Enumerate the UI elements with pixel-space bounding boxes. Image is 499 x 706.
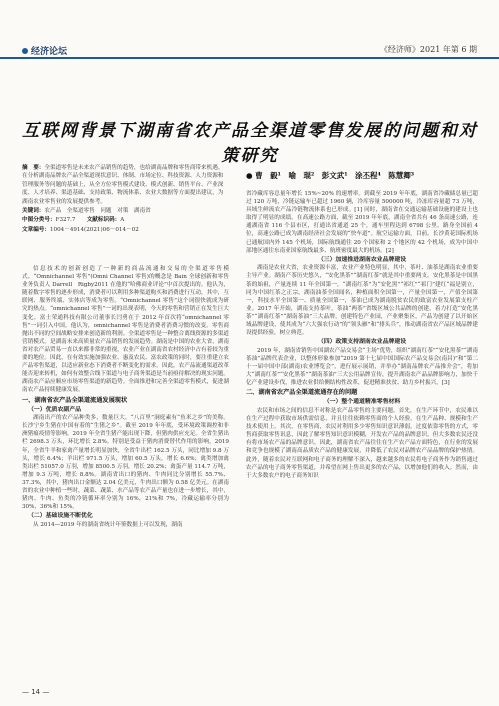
- paragraph: 2019 年，湖南省销售中国湖农产品交易会“主场”优势，组织“湖南红茶”“安化黑茶”“湖南茶油”品牌代表企业，以整体形象参加“2019 第十七届中国国际农产品交易会(南昌)”和“第二十一届中国中部(湖南)农业博览会”，进行展示展销，并举办“湖南品牌农产品推介会”，将加大“湖南红茶”“安化黑茶”“湖南茶油”三大公用品牌宣传，提升湖南农产品品牌影响力，加快千亿产业建设步伐，推进农业供给侧结构性改革，促进精准扶贫、助力乡村振兴。[3]: [246, 347, 478, 387]
- subsection-heading: （二）基础设施不断优化: [28, 512, 93, 520]
- page-number: — 14 —: [22, 688, 50, 696]
- page-header: [0, 0, 499, 58]
- paragraph: 从 2014—2019 年的湖南省统计年鉴数据上可以发现，湖南: [33, 521, 183, 528]
- right-column: [246, 190, 478, 480]
- subsection-heading: （一）整个通道精准零售材料: [323, 398, 401, 406]
- abstract: [22, 164, 228, 235]
- left-column: [22, 265, 229, 530]
- section-label: 经济论坛: [31, 47, 68, 57]
- subsection-heading: （三）加速推进湖南农业品牌建设: [317, 255, 407, 263]
- subsection-heading: （四）政策支持湖南农业品牌建设: [317, 338, 407, 346]
- section-heading: 一、湖南省农产品全渠道流通发展现状: [22, 396, 128, 404]
- journal-name: 《经济师》2021 年第 6 期: [379, 45, 477, 54]
- abstract-meta: 中图分类号：F327.7 文献标识码：A: [22, 217, 125, 224]
- section-dot-icon: [22, 48, 28, 54]
- paragraph: 湖南出产的农产品种类多，数量巨大。“八百里”洞庭素有“鱼米之乡”的美称。长沙宁乡生猪在中国有着的“生猪之乡”。截至 2019 年年底，受环境政策调控和非洲猪瘟疫情等影响，2019 年全省生猪产能出现下降，但猪肉供应充足。全省生猪出栏 2698.3 万头，环比增长 2.8%。特别是受益于猪肉消费替代作用的影响，2019 年，全省牛羊和家禽产量增长明显加快，全省牛出栏 162.5 万头，同比增加 9.8 万头，增长 6.4%；羊出栏 971.5 万头，增加 60.5 万头，增长 6.6%；禽类增加禽类出栏 51057.0 万羽，增加 8500.5 万羽，增长 20.2%；禽蛋产量 114.7 万吨，增加 9.3 万吨，增长 8.8%。湖南省出口的猪肉、牛肉同比分别增长 55.7%、37.3%，其中，猪肉出口金额达 2.04 亿美元，牛肉出口额为 0.58 亿美元。在湖南省的农业中种植一些时，蔬菜、蔬菜、水产品等农产品产量也在进一步增长，其中，猪肉、牛肉、鱼类的冷链循环率分别为 16%，21%和 7%，冷藏运输率分别为 30%，36%和 15%。: [22, 415, 229, 511]
- paragraph: 农民和市场之间的信息不对称是农产品零售的主要问题。首先，在生产环节中，农民难以在生产过程中获取市场供需信息，并且往往依赖零售商的个人经验，在生产品种、规模和生产技术使用上。其次，在零售商，农民对利用多少零售知识意识薄弱，过度依靠零售的方式，零售商获取零售讯息，因此了解零售知识意识模糊，开发农产品的品牌意识，但大多数农民还没有将市场农产品的品牌意识。因此，湖南省农产品往往在生产农产品方面特色，在行业的发展和竞争也规模了湖南高品质农产品的健康发展，并降低了农民对品牌农产品品牌的保护热情。此外，随着农民对互联网和电子商务的理解不深入，越来越多的农民将电子商务作为销售通过农产品的电子商务零售渠道，并希望在网上售出更多的农产品，以增加他们的收入。然而，由于大多数农户的电子商务知识: [246, 407, 478, 479]
- article-title: 互联网背景下湖南省农产品全渠道零售发展的问题和对策研究: [22, 121, 478, 166]
- abstract-summary: 摘 要：全渠道零售是未来农产品销售的趋势，也给湖南品牌和零售商带来机遇。在分析湖南品牌农产品全渠道现状意识、体制、市场定位、科技资源、人力资源和管理服务等问题的基础上，从全方位零售模式建设、模式创新、销售平台、产业深度、人才培养、渠道基础、支持政策、物流体系、农业大数据等方面提出建议，为湖南农业零售业的发展提供参考。: [22, 165, 224, 205]
- section-tag: [22, 44, 67, 57]
- header-rule: [0, 57, 499, 59]
- section-heading: 二、湖南省农产品全渠道流通存在的问题: [246, 389, 358, 397]
- paragraph: 省冷藏库容总量年增长 15%~20% 的速增率。到截至 2019 年年底，湖南省冷藏储总量已超过 120 万吨，冷链运输车已超过 1960 辆，冷库容量 500000 吨，冷冻库容量超 73 万吨，具域生鲜流农产品冷链物流体系也已形成。[1] 同时，湖南省在交通运输基础设施的建设上也取得了明显的成绩。在高速公路方面，截至 2019 年年底，湖南全省共有 46 条高速公路，连通湖南省 116 个县市区，打通出省通道 25 个，通车里程达到 6798 公里。路身全国前 4 位，高速公路已成为湖南经济社会发展的“快车道”。航空运输方面，目前，长沙黄花国际机场已通航国内外 145 个机场，国际航线通往 20 个国家和 2 个地区的 42 个机场，成为中国中部地区通往东南亚国家航线最多、航班密度最大的机场。[2]: [246, 191, 478, 254]
- article-authors: ● 曹 毅¹ 喻 琨² 彭文武¹ 涂丕程⁴ 陈慧卿³: [246, 171, 415, 180]
- abstract-keywords: 关键词：农产品 全渠道零售 问题 对策 湖南省: [22, 208, 151, 215]
- paragraph: 湖南是农业大省，农业资源丰富，农业产业特色明显，其中，茶叶、油茶是湖南农业重要主导产业。湖南产茶历史悠久，“安化黑茶”“湖南红茶”就是其中重要两支。安化黑茶是中国黑茶的始祖，产量连续 11 年全国第一，“湖南红茶”为“安化黑”“祁红”“祁门”建红“福是别立，同为中国红茶之正宗。湖南油茶全国闻名，种植面积全国第一，产量全国第一，产值全国第一，科技水平全国第一、质量全国第一，茶油已成为湖南脱贫农民的致富农业发展第支柱产业。2017 年开始，湖南支持茶叶，茶油“两茶”省级区域公共品牌的创建，着力打造“安化黑茶”“湖南红茶”“湖南茶油”三大品牌，创建特色产业园，产业聚集区，产品为创建了以开始区域品牌建设，使其成为“六大强农行动”的“领头雁”和“排头兵”，推动湖南省农产品区域品牌建设提供经验，树立典范。: [246, 265, 478, 337]
- paragraph: 信息技术的创新创造了一种新的商品流通和交易的全渠道零售模式。“Omnichannel 零售”(Omni Channel 零售)的概念是 Bain 全球创新和零售业务负责人 Darrell Rigby2011 在他的“哈佛商业评论”中首次提出的。他认为，随着数字零售的逐步形成，消费者可以利用多种渠道购买和消费进行互动，其中，互联网、服务终端、实体店等成为零售。“Omnichannel 零售”这个词很快就成为研究的热点。“omnichannel 零售”一词的出现表明，今天的零售和营销正在发生巨大变化。富士荣通科技有限公司董事长闫勇在于 2012 年首次将“omnichannel 零售”一词引入中国。他认为，omnichannel 零售是消费者消费习惯的改变。零售商抛出不同的空间战略安排来创造新的利润。全渠道零售是一种整合离线资源的多渠道营销模式。是湖南未来高质量农产品销售的发展趋势。湖南是中国的农业大省，湖南省对农产品贸易一直以来都非常的重视，农业产业在湖南省农村经济中占有着较为重要的地位。因此，在有效实施加强农业、惠及农民、富农政策的同时，要注重建立农产品零售渠道，以适应新业态下消费者不断变化的需求。因此，农产品流通渠道改革能否迎来转机，如何有效整合线下渠道与电子商务渠道是当前亟待解决的现实问题。湖南农产品应顺应市场零售渠道的新趋势。全面推进和完善全渠道零售模式，促进湖南农产品持续健康发展。: [22, 266, 229, 394]
- subsection-heading: （一）优质农副产品: [28, 405, 82, 413]
- abstract-article-id: 文章编号：1004－4914(2021)06－014－02: [22, 226, 139, 233]
